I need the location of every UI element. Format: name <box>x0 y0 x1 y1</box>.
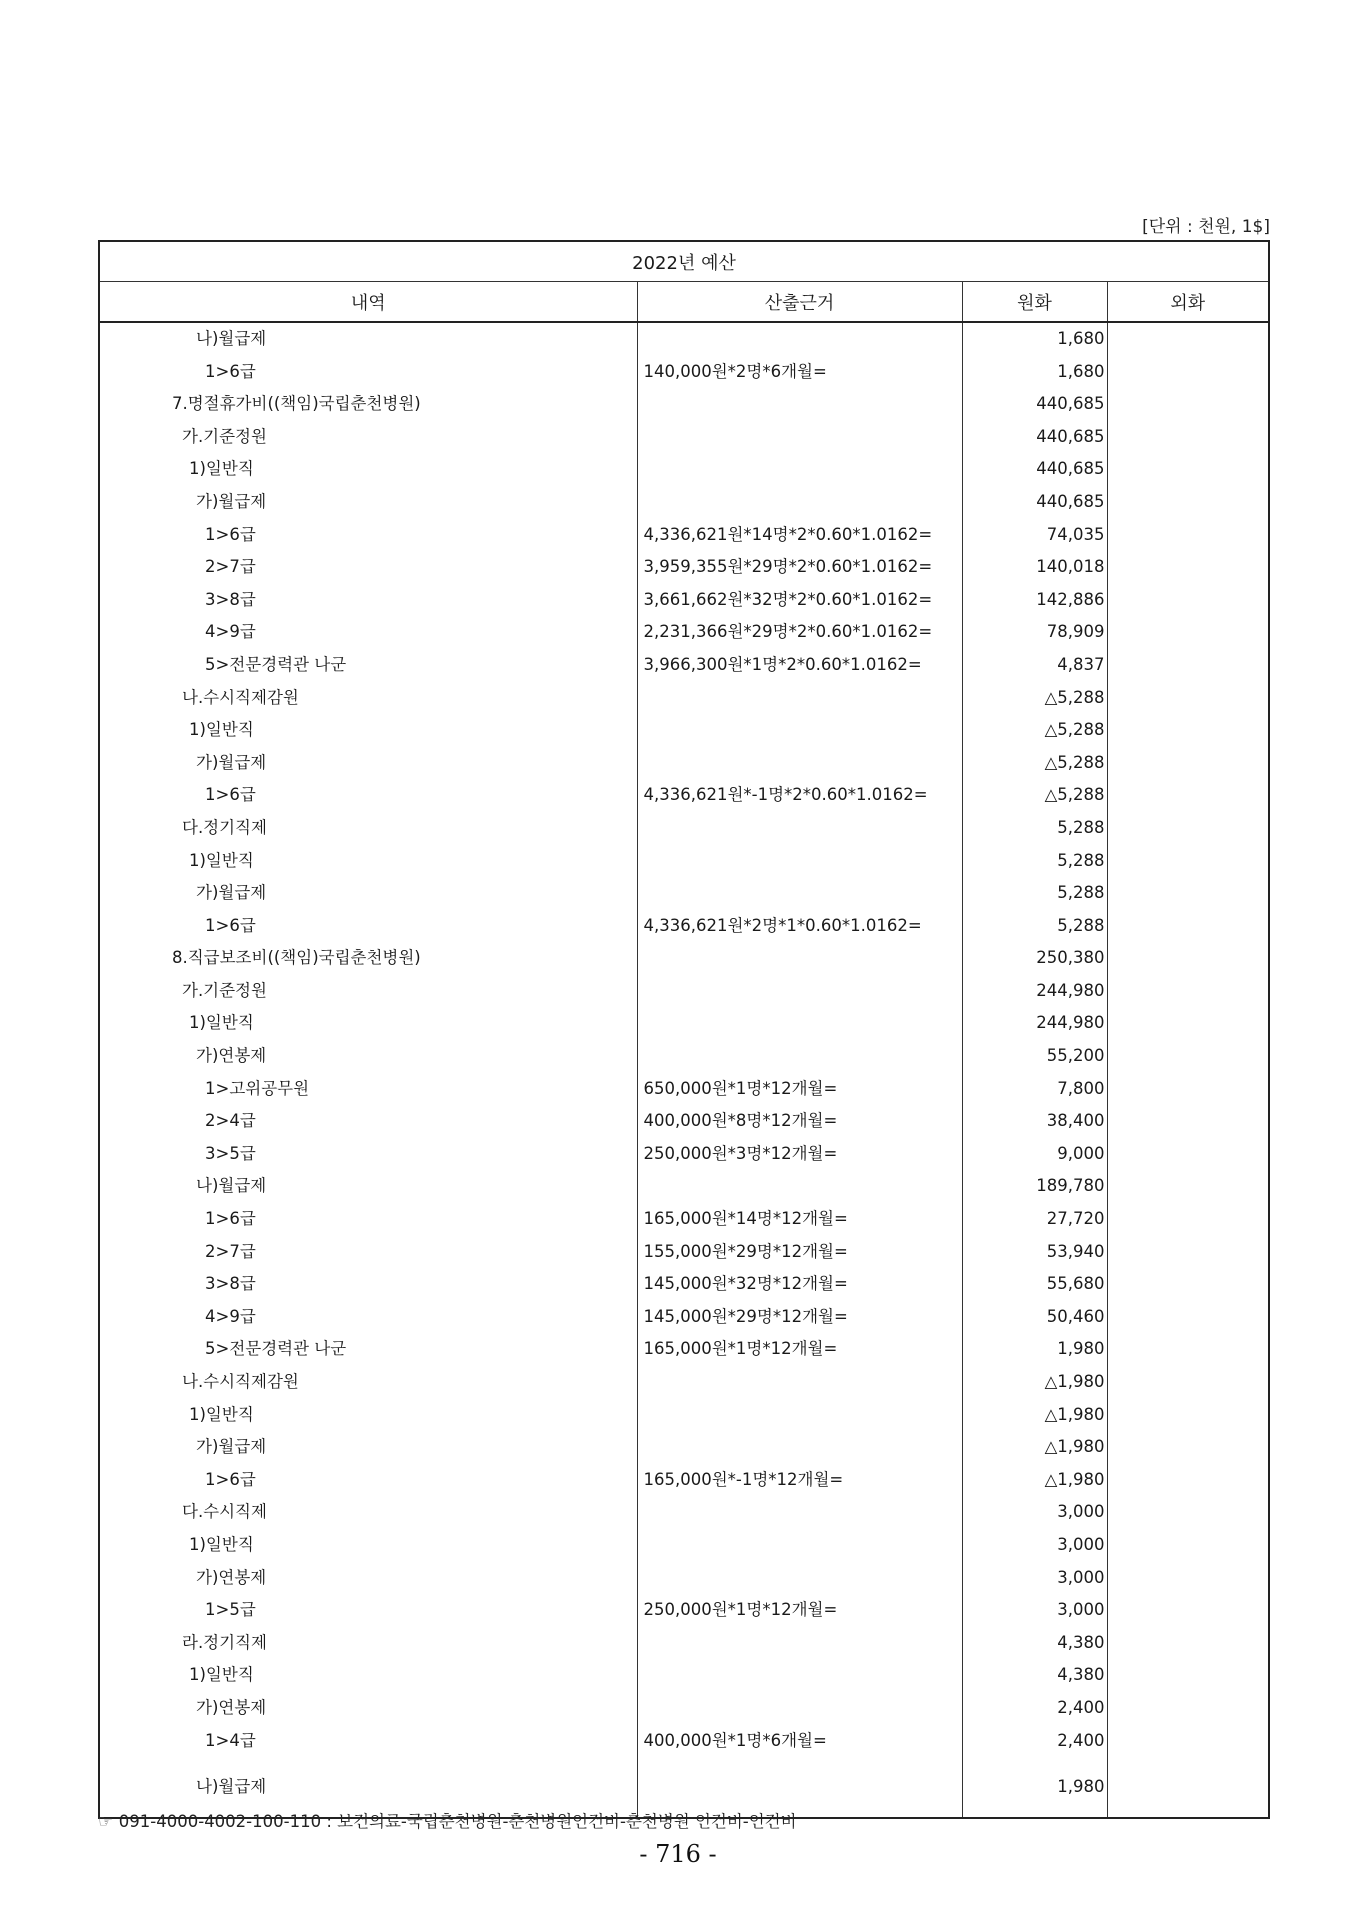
cell-krw: 1,980 <box>962 1333 1107 1366</box>
cell-fx <box>1107 1627 1269 1660</box>
cell-krw: △1,980 <box>962 1431 1107 1464</box>
cell-basis: 165,000원*-1명*12개월= <box>637 1464 962 1497</box>
cell-basis <box>637 747 962 780</box>
header-fx: 외화 <box>1107 282 1269 323</box>
cell-fx <box>1107 1007 1269 1040</box>
cell-krw: 140,018 <box>962 551 1107 584</box>
table-row <box>99 812 1269 845</box>
cell-krw: 38,400 <box>962 1105 1107 1138</box>
cell-item: 2>7급 <box>99 551 637 584</box>
cell-fx <box>1107 1301 1269 1334</box>
table-row <box>99 322 1269 356</box>
table-row <box>99 1496 1269 1529</box>
cell-item: 1)일반직 <box>99 714 637 747</box>
cell-krw: △5,288 <box>962 682 1107 715</box>
table-row <box>99 421 1269 454</box>
cell-item: 가)월급제 <box>99 747 637 780</box>
cell-fx <box>1107 1170 1269 1203</box>
table-row <box>99 1105 1269 1138</box>
cell-krw: 189,780 <box>962 1170 1107 1203</box>
cell-basis: 165,000원*1명*12개월= <box>637 1333 962 1366</box>
cell-item: 가.기준정원 <box>99 975 637 1008</box>
footer-code-path <box>98 1808 797 1832</box>
cell-fx <box>1107 1431 1269 1464</box>
cell-basis: 250,000원*3명*12개월= <box>637 1138 962 1171</box>
cell-fx <box>1107 1333 1269 1366</box>
table-row <box>99 845 1269 878</box>
cell-basis <box>637 1627 962 1660</box>
cell-item: 5>전문경력관 나군 <box>99 1333 637 1366</box>
cell-item: 3>8급 <box>99 1268 637 1301</box>
cell-krw: 55,680 <box>962 1268 1107 1301</box>
cell-krw: 142,886 <box>962 584 1107 617</box>
cell-krw: 5,288 <box>962 845 1107 878</box>
cell-item: 가.기준정원 <box>99 421 637 454</box>
cell-krw: △5,288 <box>962 747 1107 780</box>
cell-fx <box>1107 1040 1269 1073</box>
cell-basis: 250,000원*1명*12개월= <box>637 1594 962 1627</box>
cell-fx <box>1107 551 1269 584</box>
cell-krw: 440,685 <box>962 486 1107 519</box>
cell-basis <box>637 877 962 910</box>
cell-item: 다.수시직제 <box>99 1496 637 1529</box>
cell-basis: 140,000원*2명*6개월= <box>637 356 962 389</box>
cell-fx <box>1107 1268 1269 1301</box>
cell-krw: △1,980 <box>962 1464 1107 1497</box>
cell-item: 5>전문경력관 나군 <box>99 649 637 682</box>
cell-krw: 9,000 <box>962 1138 1107 1171</box>
table-row <box>99 1627 1269 1660</box>
table-row <box>99 519 1269 552</box>
cell-fx <box>1107 1692 1269 1725</box>
cell-item: 가)월급제 <box>99 877 637 910</box>
table-row <box>99 1333 1269 1366</box>
cell-item: 1>6급 <box>99 519 637 552</box>
cell-krw: 1,680 <box>962 356 1107 389</box>
cell-basis <box>637 975 962 1008</box>
table-row <box>99 1659 1269 1692</box>
table-row <box>99 1236 1269 1269</box>
cell-item: 2>7급 <box>99 1236 637 1269</box>
cell-basis: 2,231,366원*29명*2*0.60*1.0162= <box>637 616 962 649</box>
cell-basis: 650,000원*1명*12개월= <box>637 1073 962 1106</box>
table-row <box>99 714 1269 747</box>
cell-item: 1>4급 <box>99 1725 637 1758</box>
cell-basis <box>637 322 962 356</box>
cell-fx <box>1107 1659 1269 1692</box>
cell-item: 1)일반직 <box>99 1007 637 1040</box>
cell-fx <box>1107 1725 1269 1758</box>
cell-basis <box>637 1529 962 1562</box>
cell-item: 2>4급 <box>99 1105 637 1138</box>
cell-item: 8.직급보조비((책임)국립춘천병원) <box>99 942 637 975</box>
table-row <box>99 975 1269 1008</box>
cell-krw: 3,000 <box>962 1529 1107 1562</box>
cell-item: 1>6급 <box>99 356 637 389</box>
table-row <box>99 1399 1269 1432</box>
cell-item: 나)월급제 <box>99 1170 637 1203</box>
cell-krw: 5,288 <box>962 877 1107 910</box>
page-number: - 716 - <box>639 1840 717 1868</box>
footer-text: 091-4000-4002-100-110 : 보건의료-국립춘천병원-춘천병원인건비-춘천병원 인건비-인건비 <box>118 1812 797 1831</box>
cell-fx <box>1107 486 1269 519</box>
unit-note: [단위 : 천원, 1$] <box>1142 217 1270 237</box>
cell-item: 4>9급 <box>99 1301 637 1334</box>
cell-basis <box>637 942 962 975</box>
cell-basis <box>637 845 962 878</box>
cell-fx <box>1107 1594 1269 1627</box>
table-row <box>99 616 1269 649</box>
cell-item: 나)월급제 <box>99 1757 637 1818</box>
table-row <box>99 682 1269 715</box>
cell-krw: 1,680 <box>962 322 1107 356</box>
cell-fx <box>1107 356 1269 389</box>
cell-basis: 165,000원*14명*12개월= <box>637 1203 962 1236</box>
cell-fx <box>1107 942 1269 975</box>
cell-krw: 244,980 <box>962 975 1107 1008</box>
cell-krw: 1,980 <box>962 1757 1107 1818</box>
cell-basis <box>637 714 962 747</box>
cell-basis <box>637 453 962 486</box>
cell-basis <box>637 1562 962 1595</box>
cell-basis: 4,336,621원*2명*1*0.60*1.0162= <box>637 910 962 943</box>
table-row <box>99 942 1269 975</box>
table-row <box>99 1594 1269 1627</box>
cell-basis <box>637 1399 962 1432</box>
cell-item: 나.수시직제감원 <box>99 1366 637 1399</box>
cell-fx <box>1107 1496 1269 1529</box>
table-title: 2022년 예산 <box>99 241 1269 282</box>
cell-fx <box>1107 682 1269 715</box>
header-basis: 산출근거 <box>637 282 962 323</box>
cell-fx <box>1107 519 1269 552</box>
table-row <box>99 1529 1269 1562</box>
cell-item: 가)월급제 <box>99 486 637 519</box>
cell-basis <box>637 486 962 519</box>
cell-fx <box>1107 453 1269 486</box>
cell-item: 1)일반직 <box>99 1659 637 1692</box>
cell-item: 1)일반직 <box>99 453 637 486</box>
table-row <box>99 1040 1269 1073</box>
header-item: 내역 <box>99 282 637 323</box>
table-row <box>99 1007 1269 1040</box>
cell-fx <box>1107 1073 1269 1106</box>
cell-basis <box>637 1366 962 1399</box>
budget-table <box>98 240 1270 1819</box>
cell-basis <box>637 1007 962 1040</box>
cell-item: 1>고위공무원 <box>99 1073 637 1106</box>
cell-item: 다.정기직제 <box>99 812 637 845</box>
table-row <box>99 1562 1269 1595</box>
cell-fx <box>1107 1562 1269 1595</box>
cell-krw: 250,380 <box>962 942 1107 975</box>
table-row <box>99 1301 1269 1334</box>
cell-basis <box>637 421 962 454</box>
cell-fx <box>1107 388 1269 421</box>
cell-krw: 440,685 <box>962 453 1107 486</box>
cell-fx <box>1107 649 1269 682</box>
cell-krw: 27,720 <box>962 1203 1107 1236</box>
cell-basis: 400,000원*1명*6개월= <box>637 1725 962 1758</box>
cell-krw: 4,380 <box>962 1659 1107 1692</box>
cell-krw: △1,980 <box>962 1366 1107 1399</box>
cell-basis: 155,000원*29명*12개월= <box>637 1236 962 1269</box>
cell-fx <box>1107 877 1269 910</box>
table-row <box>99 1268 1269 1301</box>
table-row <box>99 877 1269 910</box>
table-row <box>99 910 1269 943</box>
table-row <box>99 453 1269 486</box>
cell-basis: 4,336,621원*-1명*2*0.60*1.0162= <box>637 779 962 812</box>
cell-item: 3>5급 <box>99 1138 637 1171</box>
table-row <box>99 1203 1269 1236</box>
cell-krw: 5,288 <box>962 812 1107 845</box>
cell-item: 가)연봉제 <box>99 1040 637 1073</box>
cell-krw: 7,800 <box>962 1073 1107 1106</box>
cell-krw: 50,460 <box>962 1301 1107 1334</box>
cell-krw: △1,980 <box>962 1399 1107 1432</box>
cell-fx <box>1107 1366 1269 1399</box>
table-row <box>99 1464 1269 1497</box>
cell-basis <box>637 812 962 845</box>
cell-krw: 440,685 <box>962 388 1107 421</box>
cell-fx <box>1107 1399 1269 1432</box>
cell-fx <box>1107 779 1269 812</box>
cell-item: 1>6급 <box>99 910 637 943</box>
cell-fx <box>1107 1138 1269 1171</box>
cell-basis <box>637 388 962 421</box>
cell-item: 1>6급 <box>99 1203 637 1236</box>
table-row <box>99 356 1269 389</box>
table-row <box>99 1170 1269 1203</box>
cell-fx <box>1107 747 1269 780</box>
cell-fx <box>1107 584 1269 617</box>
cell-item: 1)일반직 <box>99 845 637 878</box>
cell-item: 나.수시직제감원 <box>99 682 637 715</box>
cell-basis <box>637 1659 962 1692</box>
cell-krw: 2,400 <box>962 1725 1107 1758</box>
cell-item: 1>6급 <box>99 779 637 812</box>
table-body <box>99 322 1269 1818</box>
cell-fx <box>1107 1464 1269 1497</box>
table-row <box>99 1073 1269 1106</box>
table-row <box>99 747 1269 780</box>
cell-basis <box>637 1431 962 1464</box>
cell-krw: 4,837 <box>962 649 1107 682</box>
table-row <box>99 779 1269 812</box>
cell-fx <box>1107 975 1269 1008</box>
table-row <box>99 1366 1269 1399</box>
cell-fx <box>1107 714 1269 747</box>
cell-basis: 400,000원*8명*12개월= <box>637 1105 962 1138</box>
cell-basis: 145,000원*29명*12개월= <box>637 1301 962 1334</box>
cell-item: 나)월급제 <box>99 322 637 356</box>
cell-krw: 55,200 <box>962 1040 1107 1073</box>
cell-krw: 5,288 <box>962 910 1107 943</box>
cell-fx <box>1107 845 1269 878</box>
cell-basis: 3,966,300원*1명*2*0.60*1.0162= <box>637 649 962 682</box>
cell-fx <box>1107 616 1269 649</box>
cell-item: 1>5급 <box>99 1594 637 1627</box>
cell-basis: 3,661,662원*32명*2*0.60*1.0162= <box>637 584 962 617</box>
table-row <box>99 388 1269 421</box>
cell-krw: 74,035 <box>962 519 1107 552</box>
cell-fx <box>1107 1757 1269 1818</box>
table-row <box>99 649 1269 682</box>
cell-fx <box>1107 1236 1269 1269</box>
table-row <box>99 584 1269 617</box>
cell-fx <box>1107 910 1269 943</box>
cell-krw: 78,909 <box>962 616 1107 649</box>
cell-krw: 3,000 <box>962 1594 1107 1627</box>
cell-fx <box>1107 812 1269 845</box>
cell-basis <box>637 1040 962 1073</box>
table-row <box>99 486 1269 519</box>
cell-basis: 145,000원*32명*12개월= <box>637 1268 962 1301</box>
cell-basis <box>637 1692 962 1725</box>
table-row <box>99 1725 1269 1758</box>
cell-krw: △5,288 <box>962 779 1107 812</box>
cell-krw: 53,940 <box>962 1236 1107 1269</box>
cell-fx <box>1107 1105 1269 1138</box>
cell-item: 가)연봉제 <box>99 1562 637 1595</box>
cell-fx <box>1107 421 1269 454</box>
cell-item: 1)일반직 <box>99 1399 637 1432</box>
cell-item: 3>8급 <box>99 584 637 617</box>
cell-fx <box>1107 1203 1269 1236</box>
cell-krw: △5,288 <box>962 714 1107 747</box>
cell-fx <box>1107 1529 1269 1562</box>
cell-basis <box>637 1170 962 1203</box>
table-row <box>99 551 1269 584</box>
cell-fx <box>1107 322 1269 356</box>
cell-krw: 3,000 <box>962 1496 1107 1529</box>
cell-basis: 4,336,621원*14명*2*0.60*1.0162= <box>637 519 962 552</box>
cell-item: 1>6급 <box>99 1464 637 1497</box>
cell-item: 7.명절휴가비((책임)국립춘천병원) <box>99 388 637 421</box>
cell-basis <box>637 1496 962 1529</box>
cell-item: 가)월급제 <box>99 1431 637 1464</box>
cell-item: 가)연봉제 <box>99 1692 637 1725</box>
cell-krw: 244,980 <box>962 1007 1107 1040</box>
cell-basis: 3,959,355원*29명*2*0.60*1.0162= <box>637 551 962 584</box>
table-row <box>99 1138 1269 1171</box>
cell-basis <box>637 682 962 715</box>
table-row <box>99 1431 1269 1464</box>
cell-item: 4>9급 <box>99 616 637 649</box>
cell-krw: 3,000 <box>962 1562 1107 1595</box>
cell-item: 1)일반직 <box>99 1529 637 1562</box>
header-krw: 원화 <box>962 282 1107 323</box>
cell-item: 라.정기직제 <box>99 1627 637 1660</box>
cell-krw: 4,380 <box>962 1627 1107 1660</box>
cell-krw: 2,400 <box>962 1692 1107 1725</box>
table-row <box>99 1692 1269 1725</box>
pointing-hand-icon: ☞ <box>98 1812 113 1831</box>
cell-krw: 440,685 <box>962 421 1107 454</box>
